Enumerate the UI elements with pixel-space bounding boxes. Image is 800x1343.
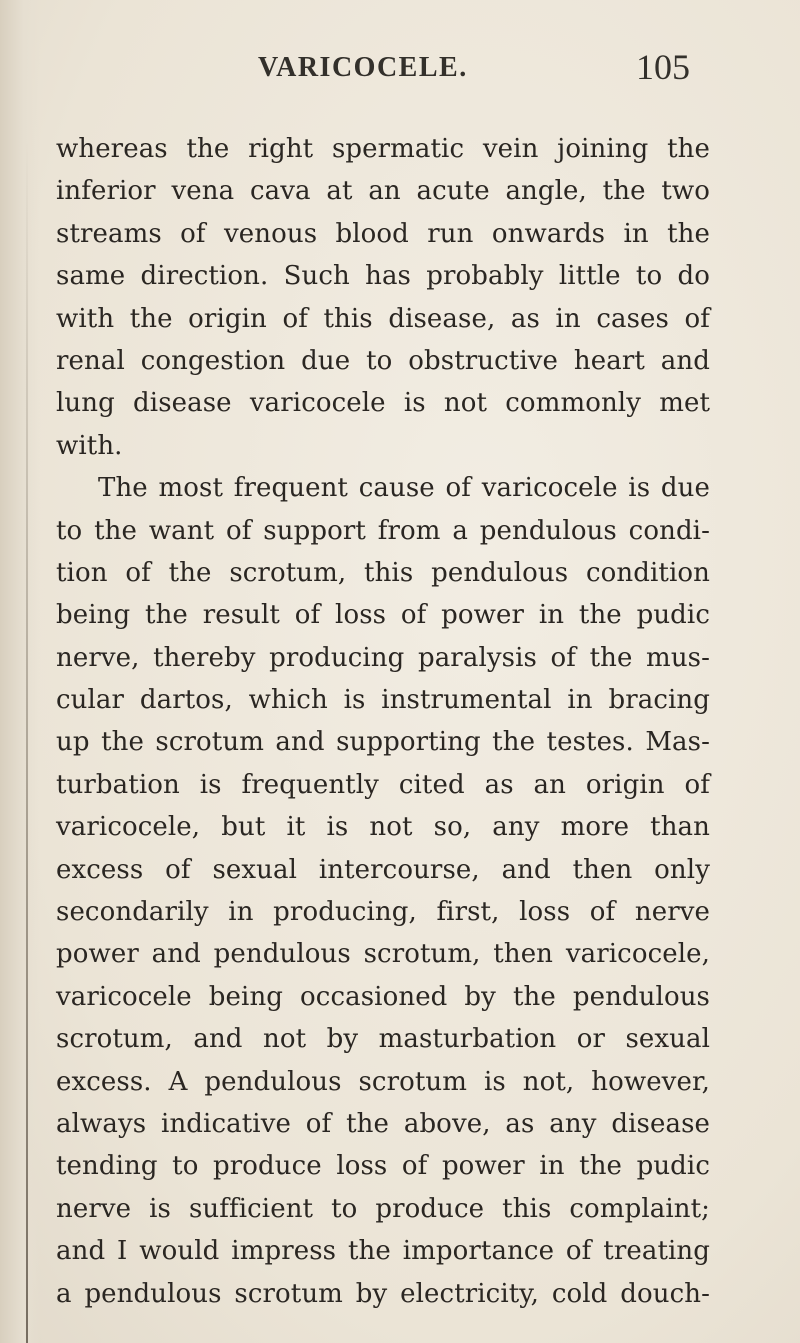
text-line: with. bbox=[56, 430, 123, 461]
text-line: a pendulous scrotum by electricity, cold douch- bbox=[56, 1278, 710, 1309]
text-line: secondarily in producing, first, loss of nerve bbox=[56, 897, 710, 928]
text-line: whereas the right spermatic vein joining the bbox=[56, 134, 710, 164]
text-line: tion of the scrotum, this pendulous condition bbox=[56, 557, 710, 588]
text-line: always indicative of the above, as any disease bbox=[56, 1108, 710, 1139]
binding-edge bbox=[26, 140, 28, 1343]
text-line: lung disease varicocele is not commonly met bbox=[56, 388, 710, 419]
text-line: power and pendulous scrotum, then varicocele, bbox=[56, 939, 710, 970]
text-line: varicocele being occasioned by the pendulous bbox=[56, 981, 710, 1012]
text-line: renal congestion due to obstructive heart and bbox=[56, 345, 710, 376]
page-header bbox=[0, 47, 800, 102]
text-line: cular dartos, which is instrumental in bracing bbox=[56, 685, 710, 716]
text-line: tending to produce loss of power in the pudic bbox=[56, 1151, 710, 1182]
text-line: up the scrotum and supporting the testes. Mas- bbox=[56, 727, 710, 758]
text-line: turbation is frequently cited as an origin of bbox=[56, 769, 710, 800]
text-line: scrotum, and not by masturbation or sexual bbox=[56, 1024, 710, 1055]
text-line: nerve is sufficient to produce this complaint; bbox=[56, 1193, 710, 1224]
text-line: and I would impress the importance of treating bbox=[56, 1236, 710, 1267]
text-line: with the origin of this disease, as in cases of bbox=[56, 303, 710, 334]
text-line: excess of sexual intercourse, and then only bbox=[56, 854, 710, 885]
page-number: 105 bbox=[636, 47, 690, 87]
text-line: excess. A pendulous scrotum is not, however, bbox=[56, 1066, 710, 1097]
running-title: VARICOCELE. bbox=[258, 52, 468, 83]
text-line: inferior vena cava at an acute angle, the two bbox=[56, 176, 710, 207]
text-line: streams of venous blood run onwards in the bbox=[56, 218, 710, 249]
paragraph-start-line: The most frequent cause of varicocele is due bbox=[98, 473, 710, 504]
body-text bbox=[56, 128, 710, 1315]
binding-shadow bbox=[0, 0, 40, 1343]
text-line: nerve, thereby producing paralysis of the mus- bbox=[56, 642, 710, 673]
text-line: being the result of loss of power in the pudic bbox=[56, 600, 710, 631]
text-line: to the want of support from a pendulous condi- bbox=[56, 515, 710, 546]
text-line: same direction. Such has probably little to do bbox=[56, 261, 710, 292]
text-line: varicocele, but it is not so, any more than bbox=[56, 812, 710, 843]
